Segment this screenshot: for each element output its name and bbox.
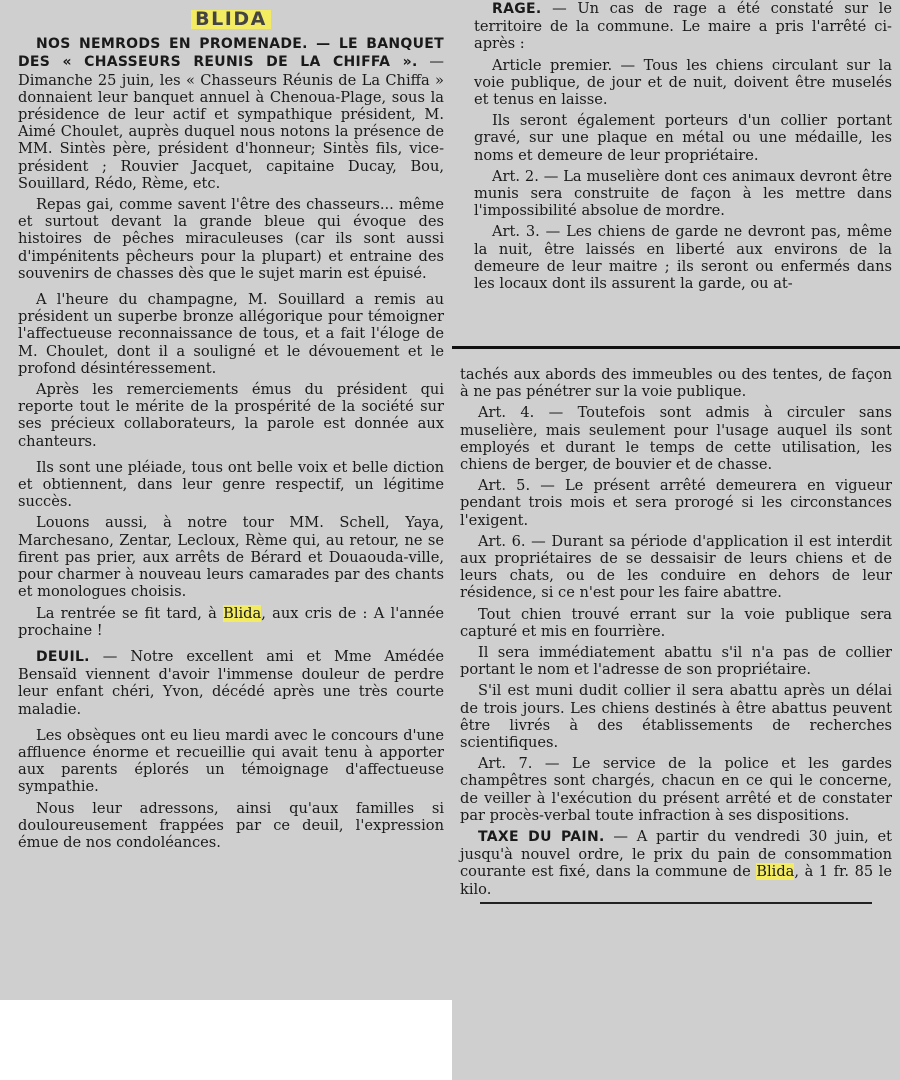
paragraph: A l'heure du champagne, M. Souillard a remis au président un superbe bronze allégorique pour témoigner l'affectueuse reconnaissance de tous, et a fait l'éloge de M. Choulet, dont il a souligné et le dévouement et le profond désintéressement. <box>18 291 444 377</box>
end-rule <box>480 902 872 904</box>
paragraph: Article premier. — Tous les chiens circulant sur la voie publique, de jour et de nuit, doivent être muselés et tenus en laisse. <box>474 56 892 109</box>
highlight-blida: Blida <box>756 863 795 881</box>
article-taxe-du-pain <box>460 828 892 898</box>
paragraph-continued: tachés aux abords des immeubles ou des tentes, de façon à ne pas pénétrer sur la voie publique. <box>460 366 892 401</box>
text-fragment: La rentrée se fit tard, à <box>36 604 224 622</box>
paragraph: Art. 5. — Le présent arrêté demeurera en vigueur pendant trois mois et sera prorogé si les circonstances l'exigent. <box>460 477 892 529</box>
article-nemrods <box>18 35 444 192</box>
article-rage-body: — Un cas de rage a été constaté sur le territoire de la commune. Le maire a pris l'arrêté ci-après : <box>474 0 892 53</box>
text-fragment: , à 1 fr. 85 le kilo. <box>460 863 892 898</box>
article-deuil <box>18 648 444 718</box>
paragraph: Il sera immédiatement abattu s'il n'a pas de collier portant le nom et l'adresse de son propriétaire. <box>460 644 892 679</box>
paragraph: S'il est muni dudit collier il sera abattu après un délai de trois jours. Les chiens destinés à être abattus peuvent être livrés à des établissements de recherches scientifiques. <box>460 682 892 752</box>
paragraph: Louons aussi, à notre tour MM. Schell, Yaya, Marchesano, Zentar, Lecloux, Rème qui, au retour, ne se firent pas prier, aux arrêts de Bérard et Douaouda-ville, pour charmer à nouveau leurs camarades par des chants et monologues choisis. <box>18 514 444 601</box>
paragraph: Après les remerciements émus du président qui reporte tout le mérite de la prospérité de la société sur ses précieux collaborateurs, la parole est donnée aux chanteurs. <box>18 381 444 450</box>
right-top-clipping <box>452 0 900 350</box>
article-deuil-headline: DEUIL. <box>36 648 90 665</box>
paragraph: Ils seront également porteurs d'un collier portant gravé, sur une plaque en métal ou une médaille, les noms et demeure de leur propriétaire. <box>474 112 892 164</box>
paragraph: Art. 3. — Les chiens de garde ne devront pas, même la nuit, être laissés en liberté aux environs de la demeure de leur maitre ; ils seront ou enfermés dans les locaux dont ils assurent la garde, ou at- <box>474 223 892 293</box>
article-rage-headline: RAGE. <box>492 1 542 17</box>
left-column-clipping <box>0 0 452 1000</box>
paragraph: Art. 7. — Le service de la police et les gardes champêtres sont chargés, chacun en ce qui le concerne, de veiller à l'exécution du présent arrêté et de constater par procès-verbal toute infraction à ses dispositions. <box>460 755 892 824</box>
highlight-blida: Blida <box>223 604 262 622</box>
paragraph: Art. 2. — La muselière dont ces animaux devront être munis sera construite de façon à les mettre dans l'impossibilité absolue de mordre. <box>474 167 892 220</box>
right-bottom-clipping <box>452 350 900 1080</box>
paragraph: Les obsèques ont eu lieu mardi avec le concours d'une affluence énorme et recueillie qui avait tenu à apporter aux parents éplorés un témoignage d'affectueuse sympathie. <box>18 726 444 796</box>
article-nemrods-headline: NOS NEMRODS EN PROMENADE. — LE BANQUET DES « CHASSEURS REUNIS DE LA CHIFFA ». <box>18 36 444 71</box>
paragraph: Tout chien trouvé errant sur la voie publique sera capturé et mis en fourrière. <box>460 605 892 640</box>
title-wrap <box>18 10 444 29</box>
section-title: BLIDA <box>191 10 271 29</box>
article-taxe-headline: TAXE DU PAIN. <box>478 829 605 846</box>
paragraph: Nous leur adressons, ainsi qu'aux familles si douloureusement frappées par ce deuil, l'expression émue de nos condoléances. <box>18 799 444 851</box>
text-fragment: , aux cris de : A l'année prochaine ! <box>18 604 444 639</box>
article-nemrods-body: — Dimanche 25 juin, les « Chasseurs Réunis de La Chiffa » donnaient leur banquet annuel à Chenoua-Plage, sous la présidence de leur actif et sympathique président, M. Aimé Choulet, auprès duquel nous notons la présence de MM. Sintès père, président d'honneur; Sintès fils, vice-président ; Rouvier Jacquet, capitaine Ducay, Bou, Souillard, Rédo, Rème, etc. <box>18 53 444 192</box>
paragraph: Repas gai, comme savent l'être des chasseurs... même et surtout devant la grande bleue qui évoque des histoires de pêches miraculeuses (car ils sont aussi d'impénitents pêcheurs pour la plupart) et entraine des souvenirs de chasses dès que le sujet marin est épuisé. <box>18 196 444 282</box>
section-rule <box>452 346 900 349</box>
paragraph: Ils sont une pléiade, tous ont belle voix et belle diction et obtiennent, dans leur genre respectif, un légitime succès. <box>18 458 444 511</box>
article-rage <box>474 0 892 53</box>
paragraph: Art. 4. — Toutefois sont admis à circuler sans muselière, mais seulement pour l'usage auquel ils sont employés et durant le temps de cette utilisation, les chiens de berger, de bouvier et de chasse. <box>460 404 892 474</box>
paragraph: Art. 6. — Durant sa période d'application il est interdit aux propriétaires de se dessaisir de leurs chiens et de leurs chats, ou de les conduire en dehors de leur résidence, si ce n'est pour les faire abattre. <box>460 532 892 602</box>
paragraph-closing <box>18 605 444 639</box>
article-deuil-body: — Notre excellent ami et Mme Amédée Bensaïd viennent d'avoir l'immense douleur de perdre leur enfant chéri, Yvon, décédé après une très courte maladie. <box>18 647 444 718</box>
text-fragment: — A partir du vendredi 30 juin, et jusqu'à nouvel ordre, le prix du pain de consommation courante est fixé, dans la commune de <box>460 828 892 881</box>
